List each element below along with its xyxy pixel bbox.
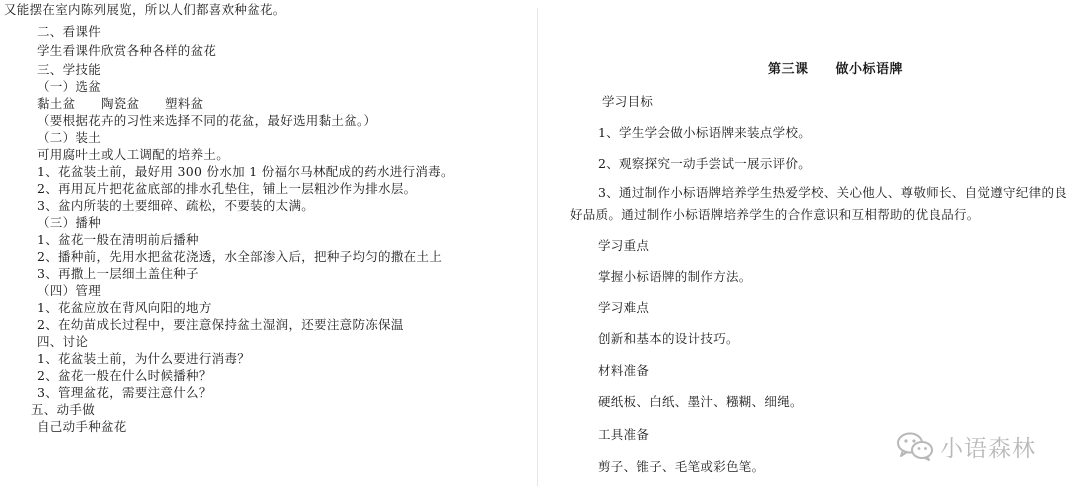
- left-page: [0, 0, 536, 493]
- goal-item: 2、观察探究一动手尝试一展示评价。: [598, 156, 812, 171]
- watermark-text: 小语森林: [940, 435, 1036, 462]
- watermark: [896, 426, 1036, 466]
- text-line: 学生看课件欣赏各种各样的盆花: [37, 43, 217, 58]
- page-divider: [537, 8, 538, 486]
- goal-item: 1、学生学会做小标语牌来装点学校。: [598, 125, 812, 140]
- text-line: 1、花盆应放在背风向阳的地方: [37, 300, 212, 315]
- text-line: 可用腐叶土或人工调配的培养土。: [37, 147, 230, 162]
- section-heading: 二、看课件: [37, 24, 102, 39]
- key-points-text: 掌握小标语牌的制作方法。: [598, 269, 752, 284]
- text-line: （要根据花卉的习性来选择不同的花盆，最好选用黏土盆。）: [37, 113, 377, 128]
- subsection-heading: （一）选盆: [37, 79, 102, 94]
- wechat-icon: [896, 431, 934, 461]
- difficulty-text: 创新和基本的设计技巧。: [598, 331, 739, 346]
- text-line: 又能摆在室内陈列展览，所以人们都喜欢种盆花。: [4, 2, 286, 17]
- tools-text: 剪子、锥子、毛笔或彩色笔。: [598, 459, 765, 474]
- subsection-heading: （二）装土: [37, 130, 102, 145]
- text-line: 2、在幼苗成长过程中，要注意保持盆土湿润，还要注意防冻保温: [37, 317, 404, 332]
- subsection-heading: （四）管理: [37, 283, 102, 298]
- text-line: 1、花盆装土前，为什么要进行消毒？: [37, 351, 251, 366]
- text-line: 1、盆花一般在清明前后播种: [37, 232, 199, 247]
- section-heading: 五、动手做: [31, 402, 96, 417]
- text-line: 3、盆内所装的土要细碎、疏松，不要装的太满。: [37, 198, 315, 213]
- text-line: 2、盆花一般在什么时候播种？: [37, 368, 212, 383]
- text-line: 3、管理盆花，需要注意什么？: [37, 385, 212, 400]
- text-line: 2、再用瓦片把花盆底部的排水孔垫住，铺上一层粗沙作为排水层。: [37, 181, 417, 196]
- study-goals-heading: 学习目标: [602, 94, 654, 109]
- materials-text: 硬纸板、白纸、墨汁、糨糊、细绳。: [598, 394, 803, 409]
- materials-heading: 材料准备: [598, 363, 650, 378]
- difficulty-heading: 学习难点: [598, 300, 650, 315]
- text-line: 2、播种前，先用水把盆花浇透，水全部渗入后，把种子均匀的撒在土上: [37, 249, 443, 264]
- text-line: 1、花盆装土前，最好用 300 份水加 1 份福尔马林配成的药水进行消毒。: [37, 164, 454, 179]
- lesson-title: 第三课 做小标语牌: [768, 62, 904, 77]
- section-heading: 三、学技能: [37, 62, 102, 77]
- tools-heading: 工具准备: [598, 427, 650, 442]
- text-line: 3、再撒上一层细土盖住种子: [37, 266, 199, 281]
- key-points-heading: 学习重点: [598, 238, 650, 253]
- right-page: [540, 0, 1080, 493]
- goal-item: 3、通过制作小标语牌培养学生热爱学校、关心他人、尊敬师长、自觉遵守纪律的良好品质。通过制作小标语牌培养学生的合作意识和互相帮助的优良品行。: [570, 185, 1068, 222]
- subsection-heading: （三）播种: [37, 215, 102, 230]
- section-heading: 四、讨论: [37, 334, 89, 349]
- text-line: 黏土盆 陶瓷盆 塑料盆: [37, 96, 204, 111]
- text-line: 自己动手种盆花: [37, 419, 127, 434]
